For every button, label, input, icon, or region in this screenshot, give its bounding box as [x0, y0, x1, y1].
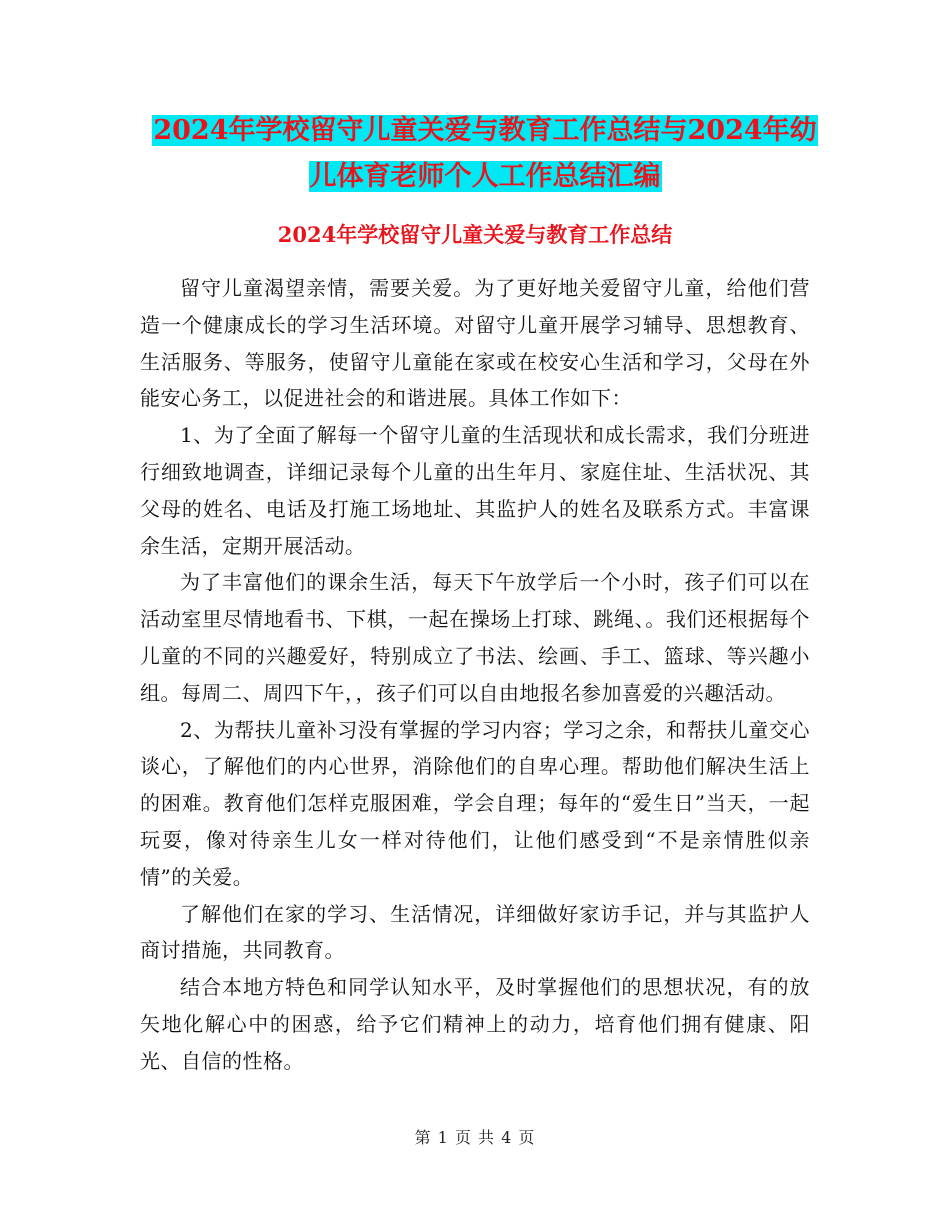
paragraph: 结合本地方特色和同学认知水平，及时掌握他们的思想状况，有的放矢地化解心中的困惑，给予它们精神上的动力，培育他们拥有健康、阳光、自信的性格。 — [140, 975, 810, 1073]
paragraph: 为了丰富他们的课余生活，每天下午放学后一个小时，孩子们可以在活动室里尽情地看书、下棋，一起在操场上打球、跳绳、。我们还根据每个儿童的不同的兴趣爱好，特别成立了书法、绘画、手工、篮球、等兴趣小组。每周二、周四下午，，孩子们可以自由地报名参加喜爱的兴趣活动。 — [140, 570, 810, 705]
paragraph: 1、为了全面了解每一个留守儿童的生活现状和成长需求，我们分班进行细致地调查，详细记录每个儿童的出生年月、家庭住址、生活状况、其父母的姓名、电话及打施工场地址、其监护人的姓名及联系方式。丰富课余生活，定期开展活动。 — [140, 423, 810, 558]
paragraph: 2、为帮扶儿童补习没有掌握的学习内容；学习之余，和帮扶儿童交心谈心，了解他们的内心世界，消除他们的自卑心理。帮助他们解决生活上的困难。教育他们怎样克服困难，学会自理；每年的“爱生日”当天，一起玩耍，像对待亲生儿女一样对待他们，让他们感受到“不是亲情胜似亲情”的关爱。 — [140, 717, 810, 889]
document-title-line-1: 2024年学校留守儿童关爱与教育工作总结与2024年幼 — [153, 115, 817, 146]
document-title — [140, 108, 830, 200]
paragraph: 了解他们在家的学习、生活情况，详细做好家访手记，并与其监护人商讨措施，共同教育。 — [140, 901, 810, 963]
section-heading: 2024年学校留守儿童关爱与教育工作总结 — [277, 222, 673, 247]
document-body — [140, 270, 810, 1080]
document-title-line-2: 儿体育老师个人工作总结汇编 — [309, 161, 661, 192]
paragraph: 留守儿童渴望亲情，需要关爱。为了更好地关爱留守儿童，给他们营造一个健康成长的学习生活环境。对留守儿童开展学习辅导、思想教育、生活服务、等服务，使留守儿童能在家或在校安心生活和学习，父母在外能安心务工，以促进社会的和谐进展。具体工作如下： — [140, 276, 810, 411]
page-footer: 第 1 页 共 4 页 — [414, 1128, 536, 1147]
